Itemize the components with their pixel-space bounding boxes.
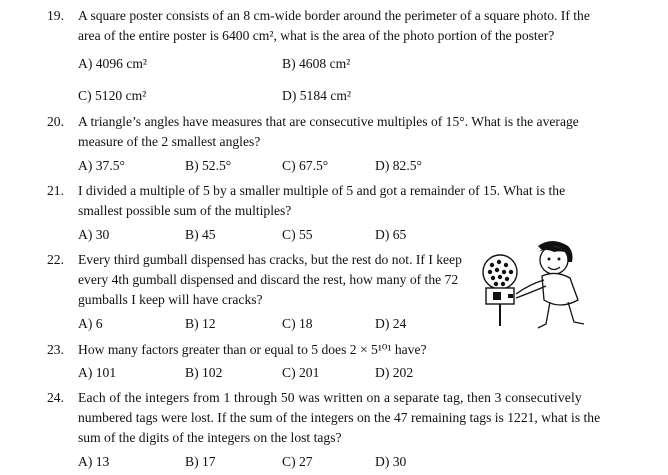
question-number: 20. [47, 114, 64, 129]
answer-choice-c[interactable]: C) 18 [282, 316, 313, 331]
question-number: 22. [47, 252, 64, 267]
answer-choice-a[interactable]: A) 101 [78, 365, 117, 380]
answer-choice-a[interactable]: A) 6 [78, 316, 103, 331]
question-number: 19. [47, 8, 64, 23]
answer-choice-d[interactable]: D) 24 [375, 316, 407, 331]
question-text-line: numbered tags were lost. If the sum of the integers on the 47 remaining tags is 1221, what is the [78, 410, 601, 425]
question-number: 21. [47, 183, 64, 198]
question-text-line: area of the entire poster is 6400 cm², what is the area of the photo portion of the poster? [78, 28, 555, 43]
answer-choice-b[interactable]: B) 102 [185, 365, 223, 380]
question-text-line: gumballs I keep will have cracks? [78, 292, 263, 307]
answer-choice-d[interactable]: D) 5184 cm² [282, 88, 352, 103]
answer-choice-a[interactable]: A) 13 [78, 454, 110, 469]
question-text-line: sum of the digits of the integers on the lost tags? [78, 430, 342, 445]
answer-choice-b[interactable]: B) 17 [185, 454, 216, 469]
answer-choice-d[interactable]: D) 65 [375, 227, 407, 242]
answer-choice-c[interactable]: C) 201 [282, 365, 320, 380]
answer-choice-b[interactable]: B) 45 [185, 227, 216, 242]
answer-choice-b[interactable]: B) 4608 cm² [282, 56, 351, 71]
question-text-line: every 4th gumball dispensed and discard the rest, how many of the 72 [78, 272, 459, 287]
gumball-machine-boy-icon [480, 232, 590, 332]
answer-choice-c[interactable]: C) 67.5° [282, 158, 329, 173]
question-number: 24. [47, 390, 64, 405]
answer-choice-c[interactable]: C) 55 [282, 227, 313, 242]
answer-choice-a[interactable]: A) 4096 cm² [78, 56, 148, 71]
answer-choice-b[interactable]: B) 52.5° [185, 158, 232, 173]
question-text-line: How many factors greater than or equal to 5 does 2 × 5¹⁰¹ have? [78, 342, 427, 357]
question-text-line: A triangle’s angles have measures that are consecutive multiples of 15°. What is the average [78, 114, 579, 129]
answer-choice-d[interactable]: D) 202 [375, 365, 414, 380]
question-number: 23. [47, 342, 64, 357]
answer-choice-a[interactable]: A) 30 [78, 227, 110, 242]
answer-choice-d[interactable]: D) 82.5° [375, 158, 422, 173]
question-text-line: measure of the 2 smallest angles? [78, 134, 261, 149]
question-text-line: Each of the integers from 1 through 50 was written on a separate tag, then 3 consecutively [78, 390, 582, 405]
answer-choice-b[interactable]: B) 12 [185, 316, 216, 331]
question-text-line: A square poster consists of an 8 cm-wide border around the perimeter of a square photo. If the [78, 8, 590, 23]
question-text-line: smallest possible sum of the multiples? [78, 203, 292, 218]
answer-choice-c[interactable]: C) 5120 cm² [78, 88, 147, 103]
answer-choice-a[interactable]: A) 37.5° [78, 158, 125, 173]
answer-choice-c[interactable]: C) 27 [282, 454, 313, 469]
question-text-line: Every third gumball dispensed has cracks, but the rest do not. If I keep [78, 252, 462, 267]
answer-choice-d[interactable]: D) 30 [375, 454, 407, 469]
question-text-line: I divided a multiple of 5 by a smaller multiple of 5 and got a remainder of 15. What is the [78, 183, 566, 198]
